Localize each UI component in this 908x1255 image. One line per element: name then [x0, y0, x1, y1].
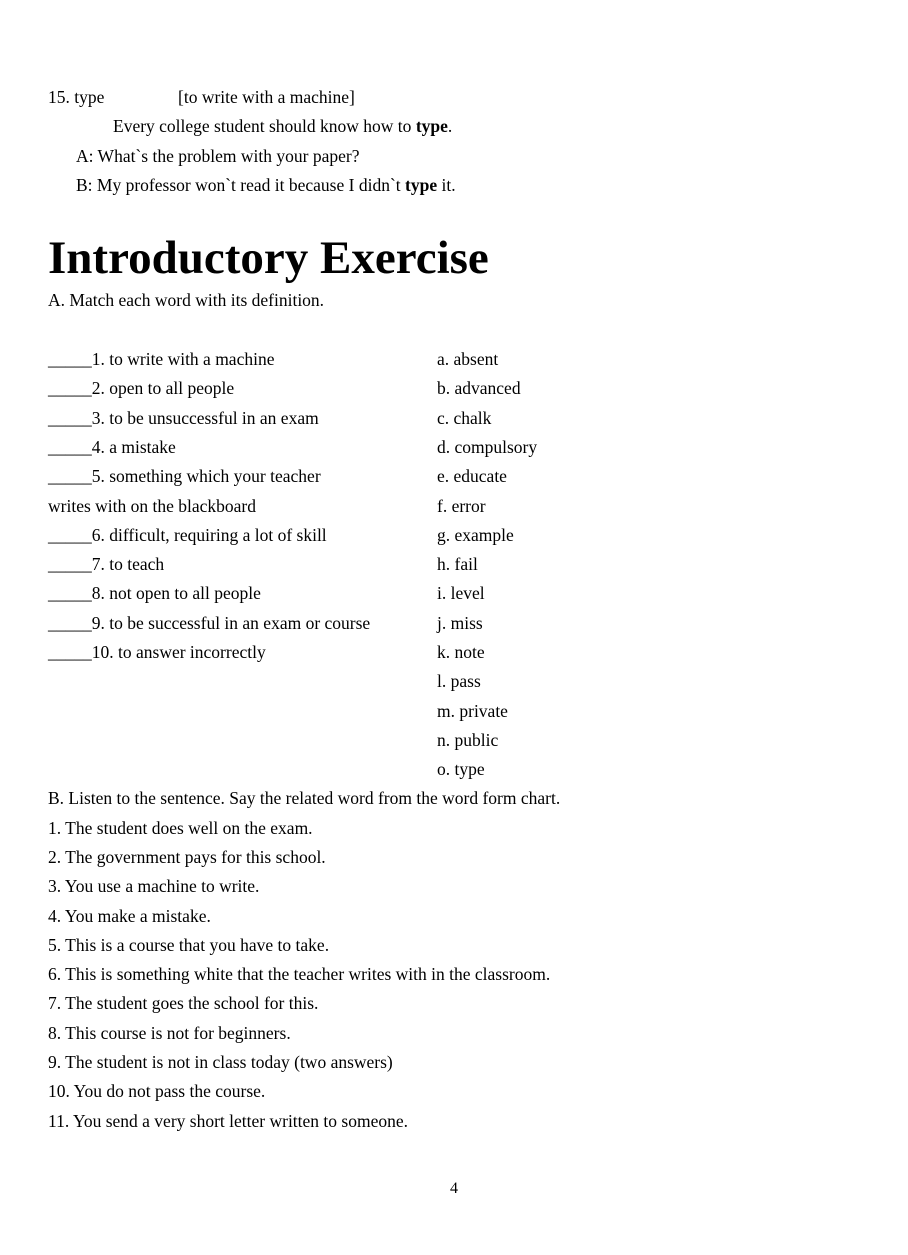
- word-option: g. example: [437, 525, 514, 545]
- word-option: f. error: [437, 496, 486, 516]
- word-option: n. public: [437, 730, 499, 750]
- sentence-item: 7. The student goes the school for this.: [48, 993, 319, 1013]
- word-option: d. compulsory: [437, 437, 538, 457]
- word-option: i. level: [437, 583, 485, 603]
- sentence-item: 1. The student does well on the exam.: [48, 818, 313, 838]
- sentence-item: 4. You make a mistake.: [48, 906, 211, 926]
- sentence-item: 10. You do not pass the course.: [48, 1081, 266, 1101]
- definition-item: _____1. to write with a machine: [48, 349, 275, 369]
- sentence-item: 11. You send a very short letter written to someone.: [48, 1111, 408, 1131]
- word-option: c. chalk: [437, 408, 492, 428]
- page-number: 4: [450, 1180, 458, 1197]
- sentence-item: 5. This is a course that you have to take.: [48, 935, 330, 955]
- word-option: o. type: [437, 759, 485, 779]
- definition-item: _____4. a mistake: [48, 437, 176, 457]
- sentence-item: 9. The student is not in class today (two answers): [48, 1052, 393, 1072]
- vocab-example: Every college student should know how to type.: [113, 116, 453, 136]
- dialogue-line-a: A: What`s the problem with your paper?: [76, 146, 360, 166]
- sentence-item: 3. You use a machine to write.: [48, 876, 260, 896]
- vocab-word: 15. type: [48, 87, 105, 107]
- section-b-instruction: B. Listen to the sentence. Say the related word from the word form chart.: [48, 788, 561, 808]
- word-option: l. pass: [437, 671, 481, 691]
- word-option: b. advanced: [437, 378, 521, 398]
- page-title: Introductory Exercise: [48, 232, 489, 284]
- word-option: k. note: [437, 642, 485, 662]
- word-option: e. educate: [437, 466, 507, 486]
- definition-item: _____10. to answer incorrectly: [48, 642, 266, 662]
- definition-item: _____5. something which your teacher: [48, 466, 321, 486]
- definition-item: _____6. difficult, requiring a lot of skill: [48, 525, 327, 545]
- vocab-definition: [to write with a machine]: [178, 87, 355, 107]
- definition-item: _____2. open to all people: [48, 378, 235, 398]
- definition-item-continuation: writes with on the blackboard: [48, 496, 257, 516]
- definition-item: _____9. to be successful in an exam or course: [48, 613, 371, 633]
- definition-item: _____3. to be unsuccessful in an exam: [48, 408, 319, 428]
- sentence-item: 6. This is something white that the teacher writes with in the classroom.: [48, 964, 551, 984]
- section-a-instruction: A. Match each word with its definition.: [48, 290, 325, 310]
- word-option: a. absent: [437, 349, 499, 369]
- dialogue-line-b: B: My professor won`t read it because I didn`t type it.: [76, 175, 456, 195]
- word-option: m. private: [437, 701, 508, 721]
- word-option: j. miss: [437, 613, 483, 633]
- word-option: h. fail: [437, 554, 478, 574]
- definition-item: _____7. to teach: [48, 554, 165, 574]
- sentence-item: 2. The government pays for this school.: [48, 847, 326, 867]
- definition-item: _____8. not open to all people: [48, 583, 261, 603]
- sentence-item: 8. This course is not for beginners.: [48, 1023, 291, 1043]
